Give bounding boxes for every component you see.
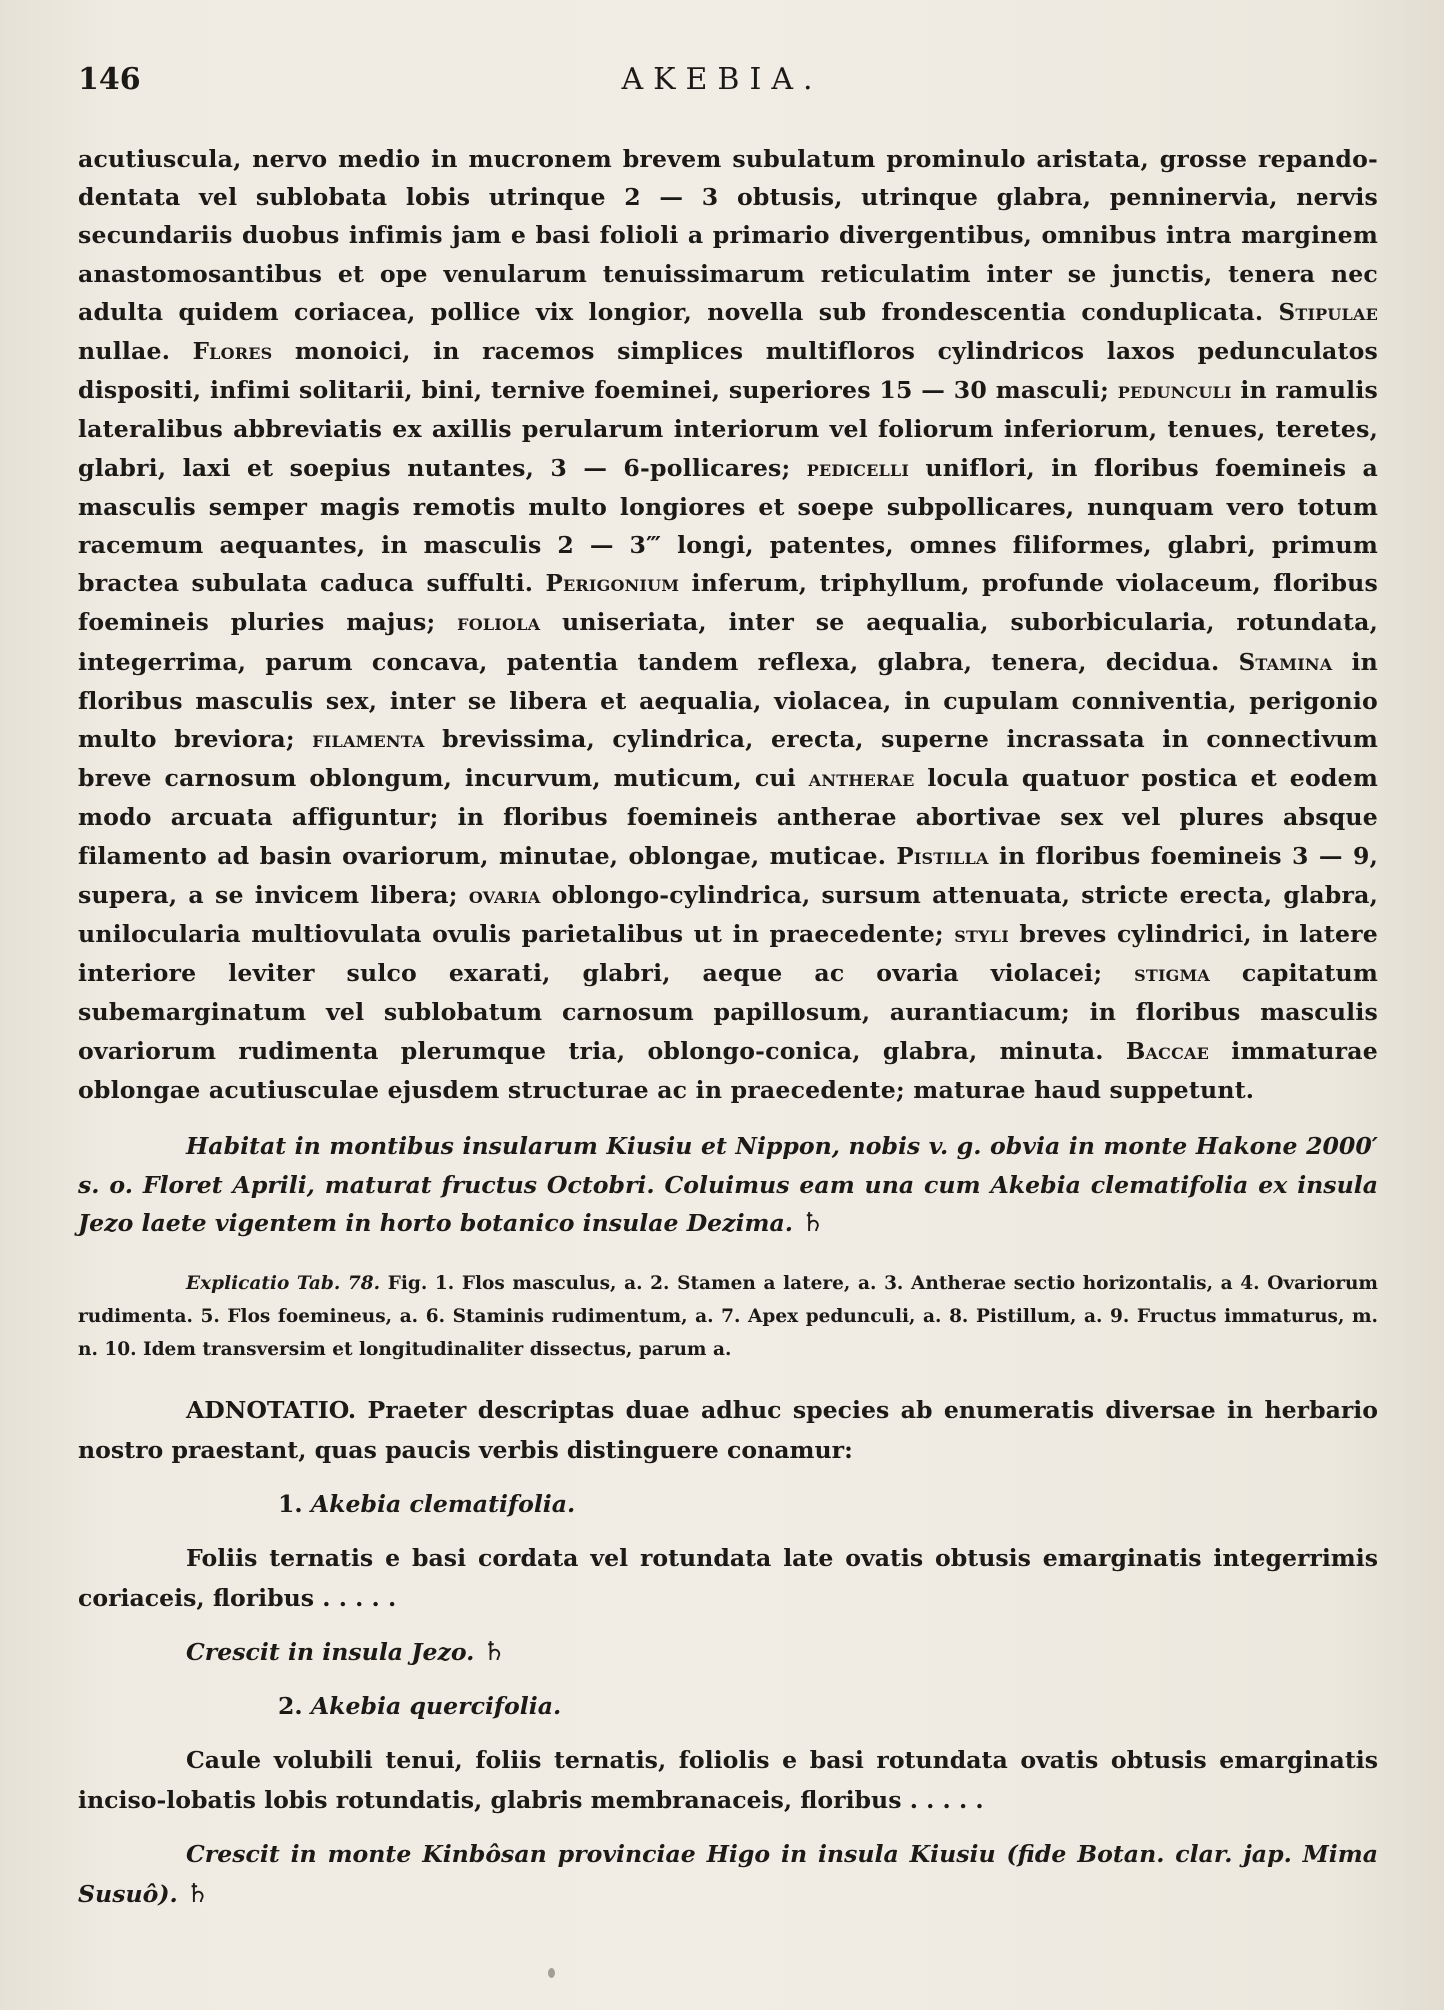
- term-pedunculi: pedunculi: [1117, 377, 1232, 405]
- running-title: AKEBIA.: [621, 62, 823, 97]
- adnotatio-text: Praeter descriptas duae adhuc species ab enumeratis diversae in herbario nostro praestant, quas paucis verbis distinguere conamur:: [78, 1395, 1378, 1464]
- species-name: Akebia quercifolia.: [310, 1691, 562, 1720]
- adnotatio-paragraph: [78, 1390, 1378, 1470]
- species-name: Akebia clematifolia.: [310, 1489, 576, 1518]
- adnotatio-label: ADNOTATIO.: [186, 1395, 357, 1424]
- term-filamenta: filamenta: [312, 726, 425, 754]
- term-stigma: stigma: [1134, 960, 1211, 988]
- term-baccae: Baccae: [1125, 1037, 1210, 1065]
- page-content: [78, 140, 1378, 1914]
- term-antherae: antherae: [808, 765, 915, 793]
- plate-explanation: [78, 1267, 1378, 1366]
- explicatio-label: Explicatio Tab. 78.: [186, 1272, 381, 1294]
- species-diagnosis: Foliis ternatis e basi cordata vel rotundata late ovatis obtusis emarginatis integerrimis coriaceis, floribus . . . . .: [78, 1543, 1378, 1612]
- term-ovaria: ovaria: [468, 881, 541, 909]
- species-locality: Crescit in insula Jezo. ♄: [186, 1636, 506, 1667]
- species-heading: 1. Akebia clematifolia.: [278, 1489, 576, 1518]
- term-pedicelli: pedicelli: [806, 454, 910, 482]
- explicatio-text: Fig. 1. Flos masculus, a. 2. Stamen a latere, a. 3. Antherae sectio horizontalis, a 4. Ovariorum rudimenta. 5. Flos foemineus, a. 6. Staminis rudimentum, a. 7. Apex pedunculi, a. 8. Pistillum, a. 9. Fructus immaturus, m. n. 10. Idem transversim et longitudinaliter dissectus, parum a.: [78, 1272, 1378, 1360]
- page-header: [78, 62, 1366, 112]
- ink-smudge: [548, 1968, 555, 1978]
- perennial-symbol-icon: ♄: [482, 1636, 506, 1667]
- habitat-text: Habitat in montibus insularum Kiusiu et Nippon, nobis v. g. obvia in monte Hakone 2000′ s. o. Floret Aprili, maturat fructus Octobri. Coluimus eam una cum Akebia clematifolia ex insula Jezo laete vigentem in horto botanico insulae Dezima.: [78, 1132, 1378, 1238]
- term-stamina: Stamina: [1238, 648, 1333, 676]
- term-perigonium: Perigonium: [545, 570, 680, 598]
- species-diagnosis: Caule volubili tenui, foliis ternatis, foliolis e basi rotundata ovatis obtusis emarginatis inciso-lobatis lobis rotundatis, glabris membranaceis, floribus . . . . .: [78, 1745, 1378, 1814]
- term-flores: Flores: [192, 338, 273, 366]
- habitat-paragraph: [78, 1127, 1378, 1243]
- species-locality: Crescit in monte Kinbôsan provinciae Higo in insula Kiusiu (fide Botan. clar. jap. Mima Susuô). ♄: [78, 1839, 1378, 1909]
- term-pistilla: Pistilla: [896, 842, 989, 870]
- species-heading: 2. Akebia quercifolia.: [278, 1691, 562, 1720]
- term-foliola: foliola: [457, 609, 541, 637]
- term-stipulae: Stipulae: [1278, 298, 1378, 326]
- species-description: acutiuscula, nervo medio in mucronem brevem subulatum prominulo aristata, grosse repando-dentata vel sublobata lobis utrinque 2 — 3 obtusis, utrinque glabra, penninervia, nervis secundariis duobus infimis jam e basi folioli a primario divergentibus, omnibus intra marginem anastomosantibus et ope venularum tenuissimarum reticulatim inter se junctis, tenera nec adulta quidem coriacea, pollice vix longior, novella sub frondescentia conduplicata. Stipulae nullae. Flores monoici, in racemos simplices multifloros cylindricos laxos pedunculatos dispositi, infimi solitarii, bini, ternive foeminei, superiores 15 — 30 masculi; pedunculi in ramulis lateralibus abbreviatis ex axillis perularum interiorum vel foliorum inferiorum, tenues, teretes, glabri, laxi et soepius nutantes, 3 — 6-pollicares; pedicelli uniflori, in floribus foemineis a masculis semper magis remotis multo longiores et soepe subpollicares, nunquam vero totum racemum aequantes, in masculis 2 — 3‴ longi, patentes, omnes filiformes, glabri, primum bractea subulata caduca suffulti. Perigonium inferum, triphyllum, profunde violaceum, floribus foemineis pluries majus; foliola uniseriata, inter se aequalia, suborbicularia, rotundata, integerrima, parum concava, patentia tandem reflexa, glabra, tenera, decidua. Stamina in floribus masculis sex, inter se libera et aequalia, violacea, in cupulam conniventia, perigonio multo breviora; filamenta brevissima, cylindrica, erecta, superne incrassata in connectivum breve carnosum oblongum, incurvum, muticum, cui antherae locula quatuor postica et eodem modo arcuata affiguntur; in floribus foemineis antherae abortivae sex vel plures absque filamento ad basin ovariorum, minutae, oblongae, muticae. Pistilla in floribus foemineis 3 — 9, supera, a se invicem libera; ovaria oblongo-cylindrica, sursum attenuata, stricte erecta, glabra, unilocularia multiovulata ovulis parietalibus ut in praecedente; styli breves cylindrici, in latere interiore leviter sulco exarati, glabri, aeque ac ovaria violacei; stigma capitatum subemarginatum vel sublobatum carnosum papillosum, aurantiacum; in floribus masculis ovariorum rudimenta plerumque tria, oblongo-conica, glabra, minuta. Baccae immaturae oblongae acutiusculae ejusdem structurae ac in praecedente; maturae haud suppetunt.: [78, 145, 1379, 1104]
- perennial-symbol-icon: ♄: [185, 1878, 210, 1909]
- term-styli: styli: [954, 921, 1009, 949]
- page-number: 146: [78, 62, 141, 97]
- perennial-symbol-icon: ♄: [801, 1208, 825, 1239]
